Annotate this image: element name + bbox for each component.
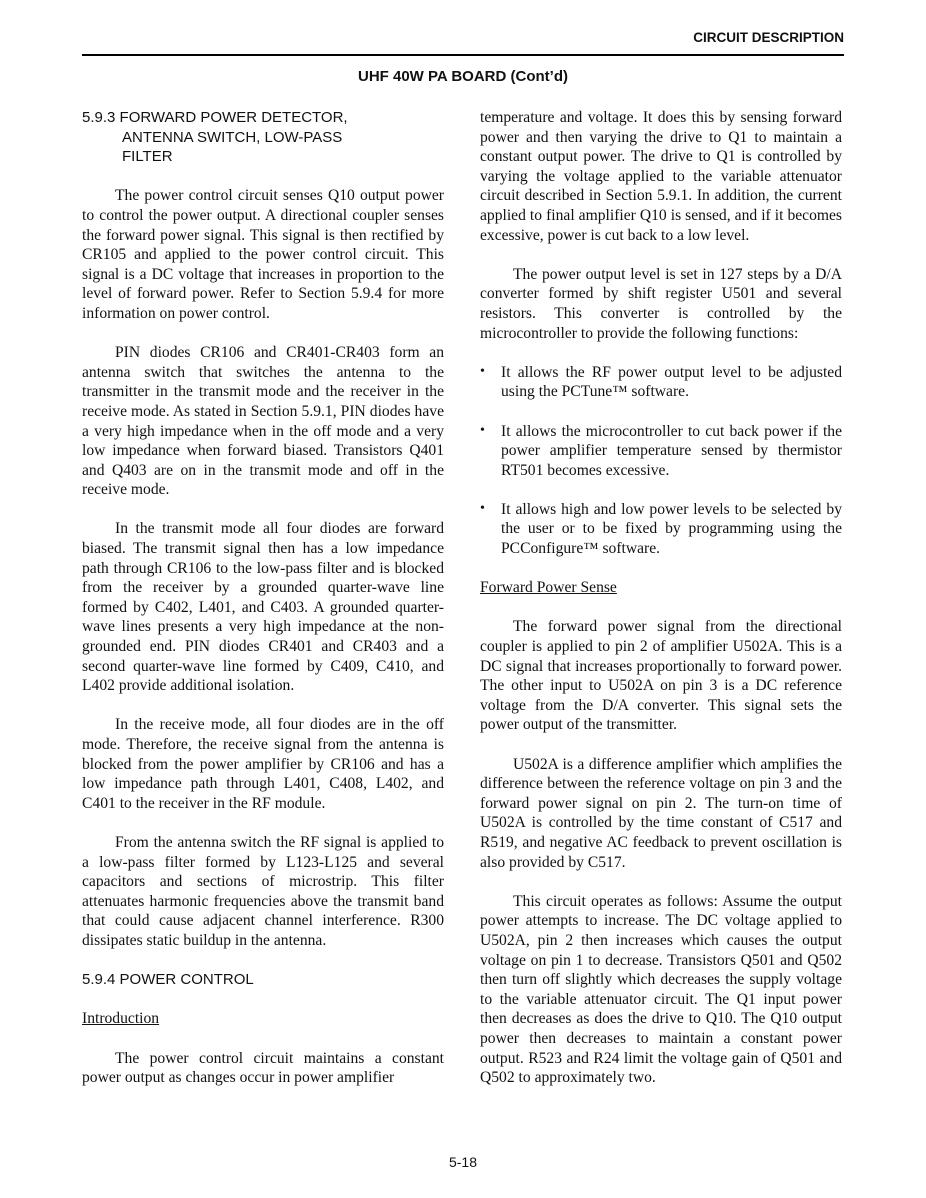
subheading-forward-power-sense: Forward Power Sense	[480, 579, 617, 597]
paragraph: PIN diodes CR106 and CR401-CR403 form an antenna switch that switches the antenna to the transmitter in the transmit mode and the receiver in the receive mode. As stated in Section 5.9.1, PIN diodes have a very high impedance when in the off mode and a very low impedance when forward biased. Transistors Q401 and Q403 are on in the transmit mode and off in the receive mode.	[82, 344, 444, 499]
list-item	[480, 422, 842, 481]
page-number: 5-18	[448, 1154, 478, 1170]
right-column	[480, 108, 842, 1107]
paragraph: This circuit operates as follows: Assume the output power attempts to increase. The DC voltage applied to U502A, pin 2 then increases which causes the output voltage on pin 1 to decrease. Transistors Q501 and Q502 then turn off slightly which decreases the supply voltage to the variable attenuator circuit. The Q1 input power then decreases as does the drive to Q10. The Q10 output power then decreases to maintain a constant power output. R523 and R24 limit the voltage gain of Q501 and Q502 to approximately two.	[480, 892, 842, 1087]
left-column	[82, 108, 444, 1107]
heading-line-2: ANTENNA SWITCH, LOW-PASS	[122, 128, 343, 146]
paragraph: temperature and voltage. It does this by sensing forward power and then varying the drive to Q1 to maintain a constant output power. The drive to Q1 is controlled by varying the voltage applied to the variable attenuator circuit described in Section 5.9.1. In addition, the current applied to final amplifier Q10 is sensed, and if it becomes excessive, power is cut back to a low level.	[480, 109, 842, 244]
heading-5-9-4: 5.9.4 POWER CONTROL	[82, 971, 254, 989]
paragraph: The power output level is set in 127 steps by a D/A converter formed by shift register U501 and several resistors. This converter is controlled by the microcontroller to provide the following functions:	[480, 265, 842, 342]
bullet-text: It allows the RF power output level to be adjusted using the PCTune™ software.	[501, 363, 842, 401]
paragraph: U502A is a difference amplifier which amplifies the difference between the reference voltage on pin 3 and the forward power signal on pin 2. The turn-on time of U502A is controlled by the time constant of C517 and R519, and negative AC feedback to prevent oscillation is also provided by C517.	[480, 755, 842, 871]
paragraph: In the transmit mode all four diodes are forward biased. The transmit signal then has a low impedance path through CR106 to the low-pass filter and is blocked from the receiver by a grounded quarter-wave line formed by C402, L401, and C403. A grounded quarter-wave lines presents a very high impedance at the non-grounded end. PIN diodes CR401 and CR403 and a second quarter-wave line formed by C409, C410, and L402 provide additional isolation.	[82, 520, 444, 695]
list-item	[480, 500, 842, 559]
paragraph: The power control circuit senses Q10 output power to control the power output. A directional coupler senses the forward power signal. This signal is then rectified by CR105 and applied to the power control circuit. This signal is a DC voltage that increases in proportion to the level of forward power. Refer to Section 5.9.4 for more information on power control.	[82, 187, 444, 322]
bullet-icon: •	[480, 500, 485, 516]
heading-line-1: 5.9.3 FORWARD POWER DETECTOR,	[82, 109, 348, 126]
bullet-icon: •	[480, 363, 485, 379]
bullet-text: It allows high and low power levels to be selected by the user or to be fixed by programming using the PCConfigure™ software.	[501, 500, 842, 558]
paragraph: The power control circuit maintains a constant power output as changes occur in power amplifier	[82, 1049, 444, 1087]
bullet-list	[480, 363, 842, 559]
bullet-text: It allows the microcontroller to cut back power if the power amplifier temperature sensed by thermistor RT501 becomes excessive.	[501, 422, 842, 479]
paragraph: From the antenna switch the RF signal is applied to a low-pass filter formed by L123-L125 and several capacitors and sections of microstrip. This filter attenuates harmonic frequencies above the transmit band that could cause adjacent channel interference. R300 dissipates static buildup in the antenna.	[82, 833, 444, 949]
page-subtitle: UHF 40W PA BOARD (Cont’d)	[358, 68, 568, 85]
heading-5-9-3	[82, 108, 444, 167]
heading-line-3: FILTER	[122, 148, 173, 166]
bullet-icon: •	[480, 422, 485, 438]
page-header	[82, 28, 844, 56]
subheading-introduction: Introduction	[82, 1010, 160, 1028]
section-title: CIRCUIT DESCRIPTION	[693, 30, 844, 45]
list-item	[480, 363, 842, 402]
paragraph: The forward power signal from the directional coupler is applied to pin 2 of amplifier U502A. This is a DC signal that increases proportionally to forward power. The other input to U502A on pin 3 is a DC reference voltage from the D/A converter. This signal sets the power output of the transmitter.	[480, 618, 842, 734]
paragraph: In the receive mode, all four diodes are in the off mode. Therefore, the receive signal from the antenna is blocked from the power amplifier by CR106 and has a low impedance path through L401, C408, L402, and C401 to the receiver in the RF module.	[82, 716, 444, 812]
